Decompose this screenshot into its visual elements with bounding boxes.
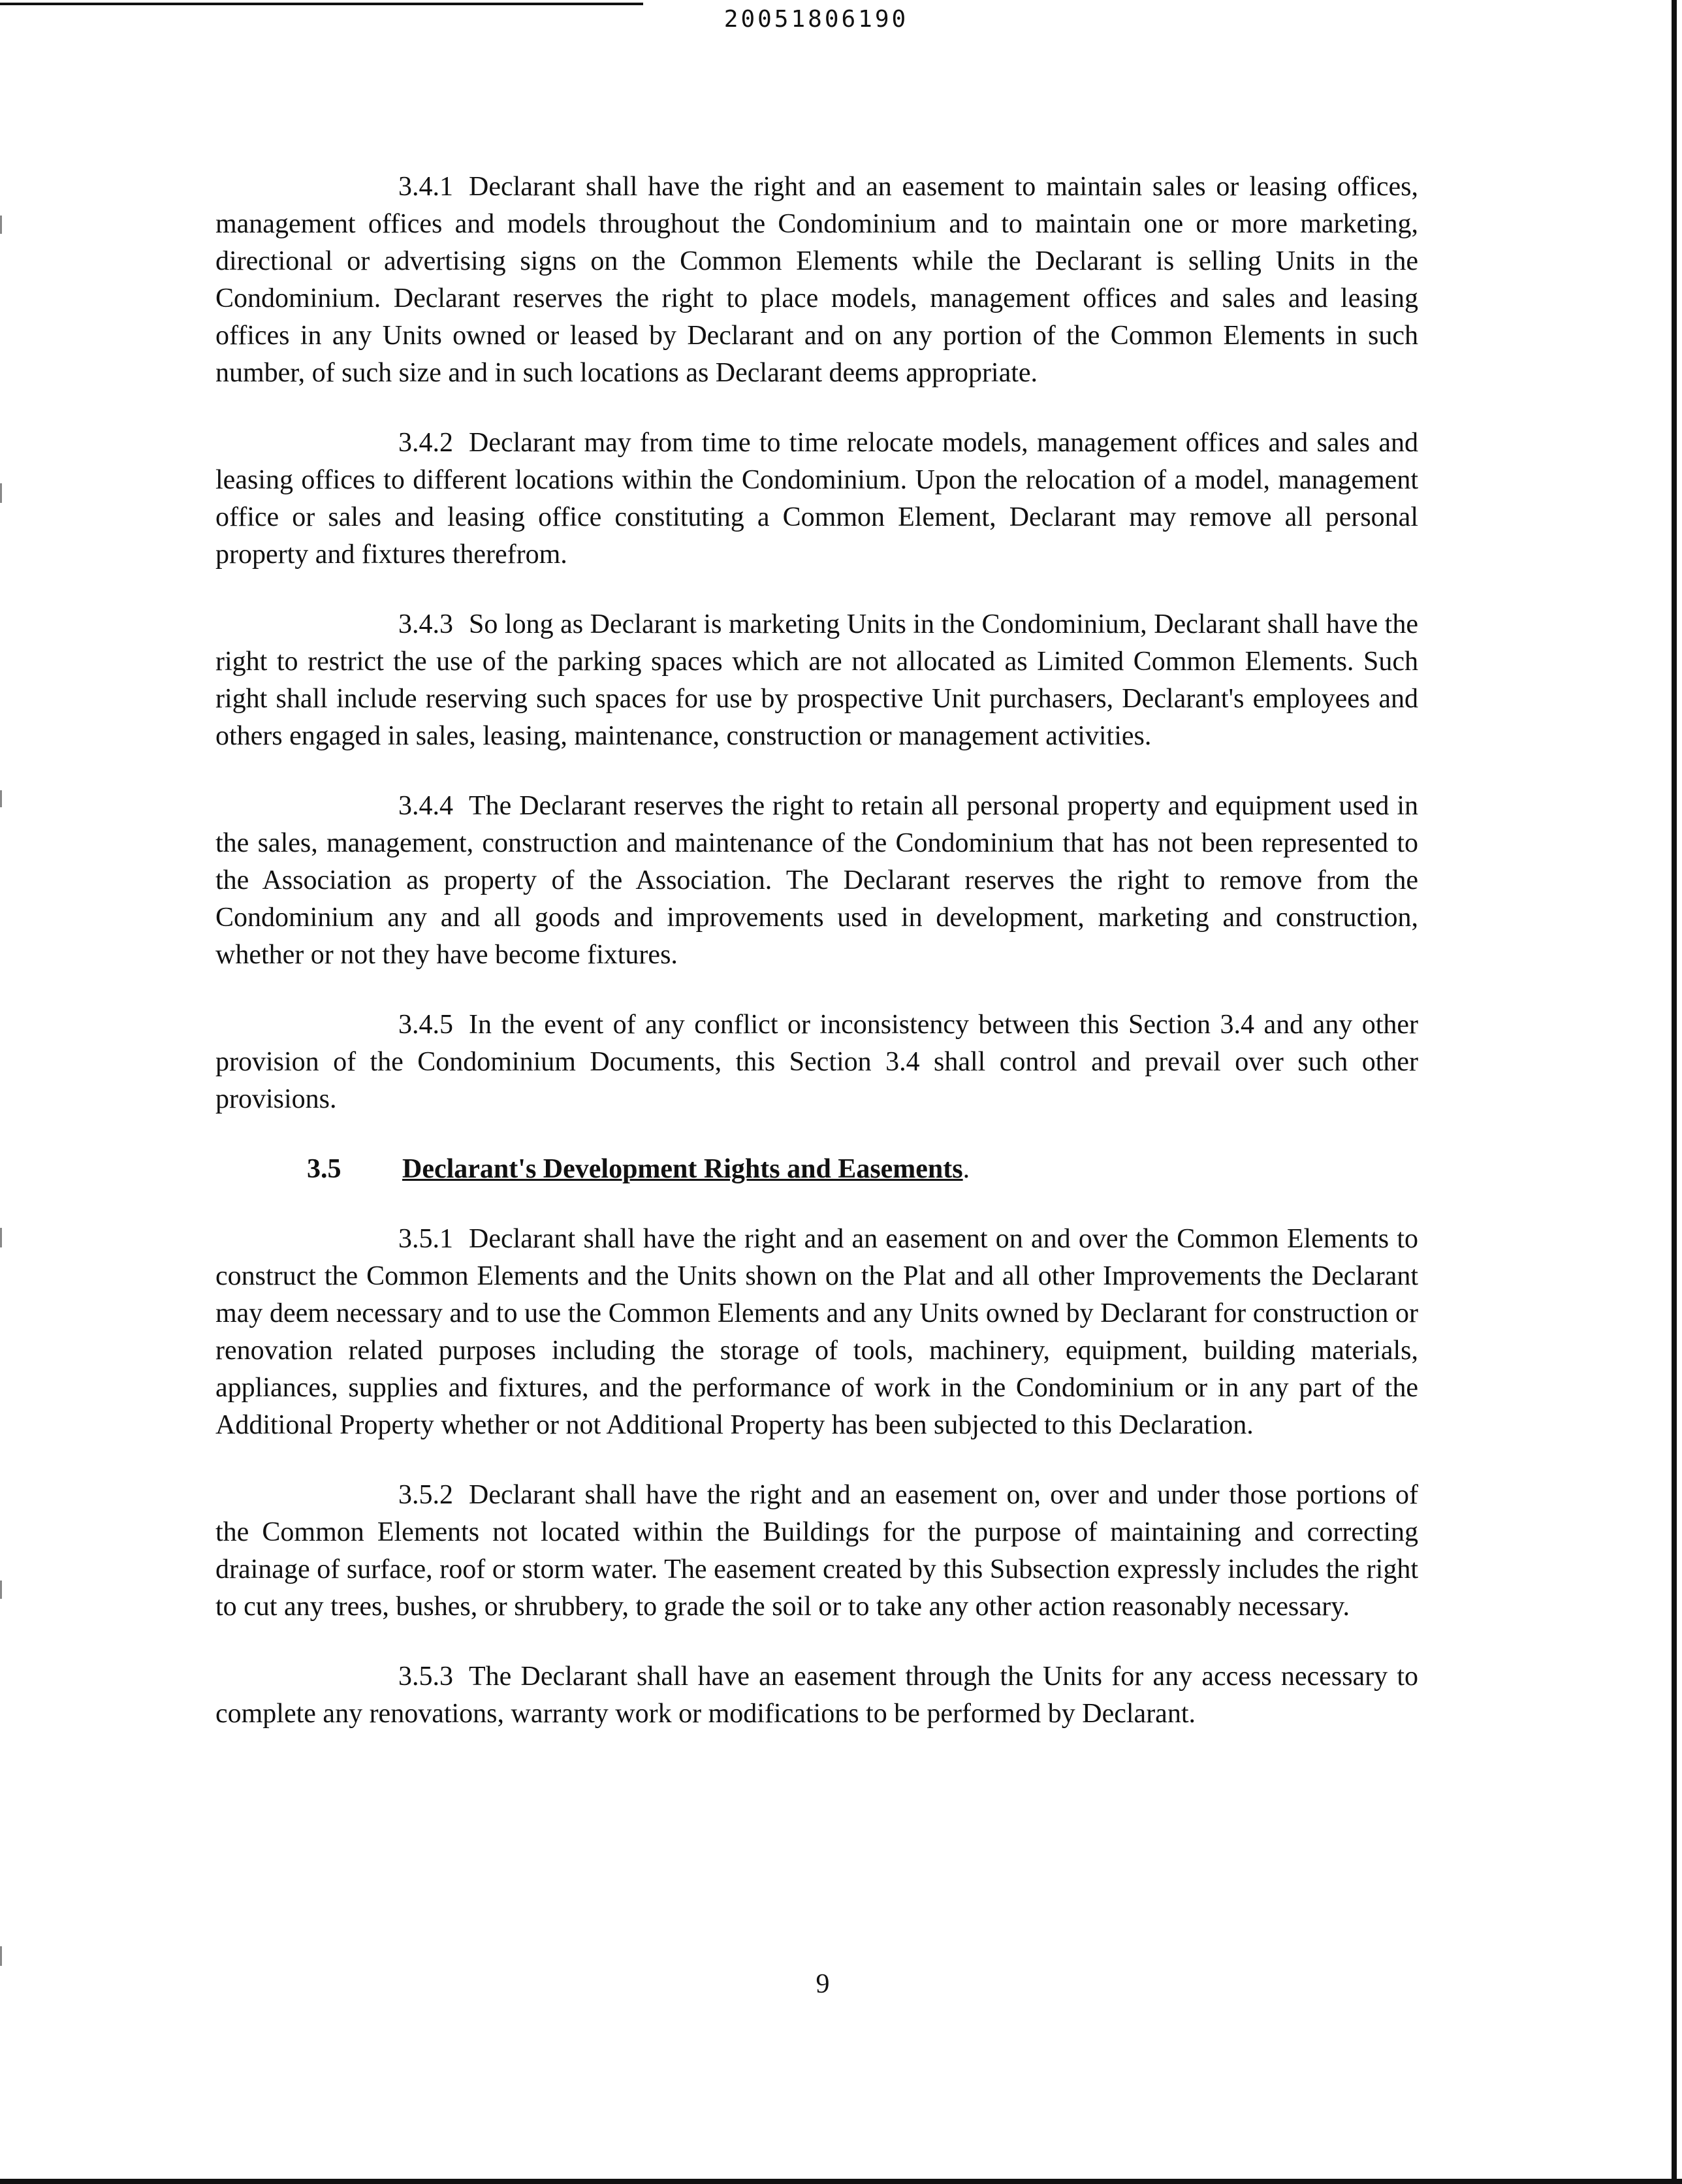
document-number: 20051806190 xyxy=(723,6,909,33)
document-body xyxy=(215,169,1418,1765)
paragraph-text: Declarant shall have the right and an easement on, over and under those portions of the Common Elements not located within the Buildings for the purpose of maintaining and correcting drainage of surface, roof or storm water. The easement created by this Subsection expressly includes the right to cut any trees, bushes, or shrubbery, to grade the soil or to take any other action reasonably necessary. xyxy=(215,1480,1418,1622)
paragraph-number: 3.4.1 xyxy=(398,172,453,202)
paragraph-text: Declarant shall have the right and an easement on and over the Common Elements to construct the Common Elements and the Units shown on the Plat and all other Improvements the Declarant may deem necessary and to use the Common Elements and any Units owned by Declarant for construction or renovation related purposes including the storage of tools, machinery, equipment, building materials, appliances, supplies and fixtures, and the performance of work in the Condominium or in any part of the Additional Property whether or not Additional Property has been subjected to this Declaration. xyxy=(215,1224,1418,1440)
paragraph-3-4-2 xyxy=(215,425,1418,573)
paragraph-3-4-4 xyxy=(215,788,1418,974)
paragraph-number: 3.5.3 xyxy=(398,1662,453,1692)
paragraph-number: 3.4.4 xyxy=(398,791,453,821)
paragraph-number: 3.4.5 xyxy=(398,1010,453,1040)
paragraph-text: The Declarant reserves the right to retain all personal property and equipment used in the sales, management, construction and maintenance of the Condominium that has not been represented to the Association as property of the Association. The Declarant reserves the right to remove from the Condominium any and all goods and improvements used in development, marketing and construction, whether or not they have become fixtures. xyxy=(215,791,1418,970)
page-number: 9 xyxy=(816,1969,830,1999)
paragraph-number: 3.4.3 xyxy=(398,609,453,639)
paragraph-text: The Declarant shall have an easement through the Units for any access necessary to complete any renovations, warranty work or modifications to be performed by Declarant. xyxy=(215,1662,1418,1729)
paragraph-3-4-5 xyxy=(215,1006,1418,1118)
section-heading-3-5 xyxy=(215,1151,1418,1188)
section-title: Declarant's Development Rights and Easements xyxy=(402,1154,963,1184)
section-number: 3.5 xyxy=(307,1154,341,1184)
paragraph-3-4-1 xyxy=(215,169,1418,392)
paragraph-text: In the event of any conflict or inconsistency between this Section 3.4 and any other provision of the Condominium Documents, this Section 3.4 shall control and prevail over such other provisions. xyxy=(215,1010,1418,1114)
scan-margin-mark xyxy=(0,483,2,503)
paragraph-3-4-3 xyxy=(215,606,1418,755)
scan-margin-mark xyxy=(0,790,2,807)
paragraph-text: Declarant shall have the right and an easement to maintain sales or leasing offices, management offices and models throughout the Condominium and to maintain one or more marketing, directional or advertising signs on the Common Elements while the Declarant is selling Units in the Condominium. Declarant reserves the right to place models, management offices and sales and leasing offices in any Units owned or leased by Declarant and on any portion of the Common Elements in such number, of such size and in such locations as Declarant deems appropriate. xyxy=(215,172,1418,388)
bottom-border-line xyxy=(0,2179,1682,2184)
paragraph-3-5-2 xyxy=(215,1477,1418,1626)
paragraph-3-5-3 xyxy=(215,1658,1418,1733)
right-border-line xyxy=(1672,0,1677,2184)
paragraph-number: 3.5.1 xyxy=(398,1224,453,1254)
paragraph-text: Declarant may from time to time relocate models, management offices and sales and leasing offices to different locations within the Condominium. Upon the relocation of a model, management office or sales and leasing office constituting a Common Element, Declarant may remove all personal property and fixtures therefrom. xyxy=(215,428,1418,570)
scan-margin-mark xyxy=(0,1581,2,1599)
section-title-period: . xyxy=(962,1154,970,1184)
scan-margin-mark xyxy=(0,216,2,234)
paragraph-number: 3.4.2 xyxy=(398,428,453,458)
paragraph-3-5-1 xyxy=(215,1221,1418,1444)
scan-margin-mark xyxy=(0,1946,2,1966)
paragraph-number: 3.5.2 xyxy=(398,1480,453,1510)
paragraph-text: So long as Declarant is marketing Units in the Condominium, Declarant shall have the right to restrict the use of the parking spaces which are not allocated as Limited Common Elements. Such right shall include reserving such spaces for use by prospective Unit purchasers, Declarant's employees and others engaged in sales, leasing, maintenance, construction or management activities. xyxy=(215,609,1418,751)
scan-margin-mark xyxy=(0,1228,2,1247)
